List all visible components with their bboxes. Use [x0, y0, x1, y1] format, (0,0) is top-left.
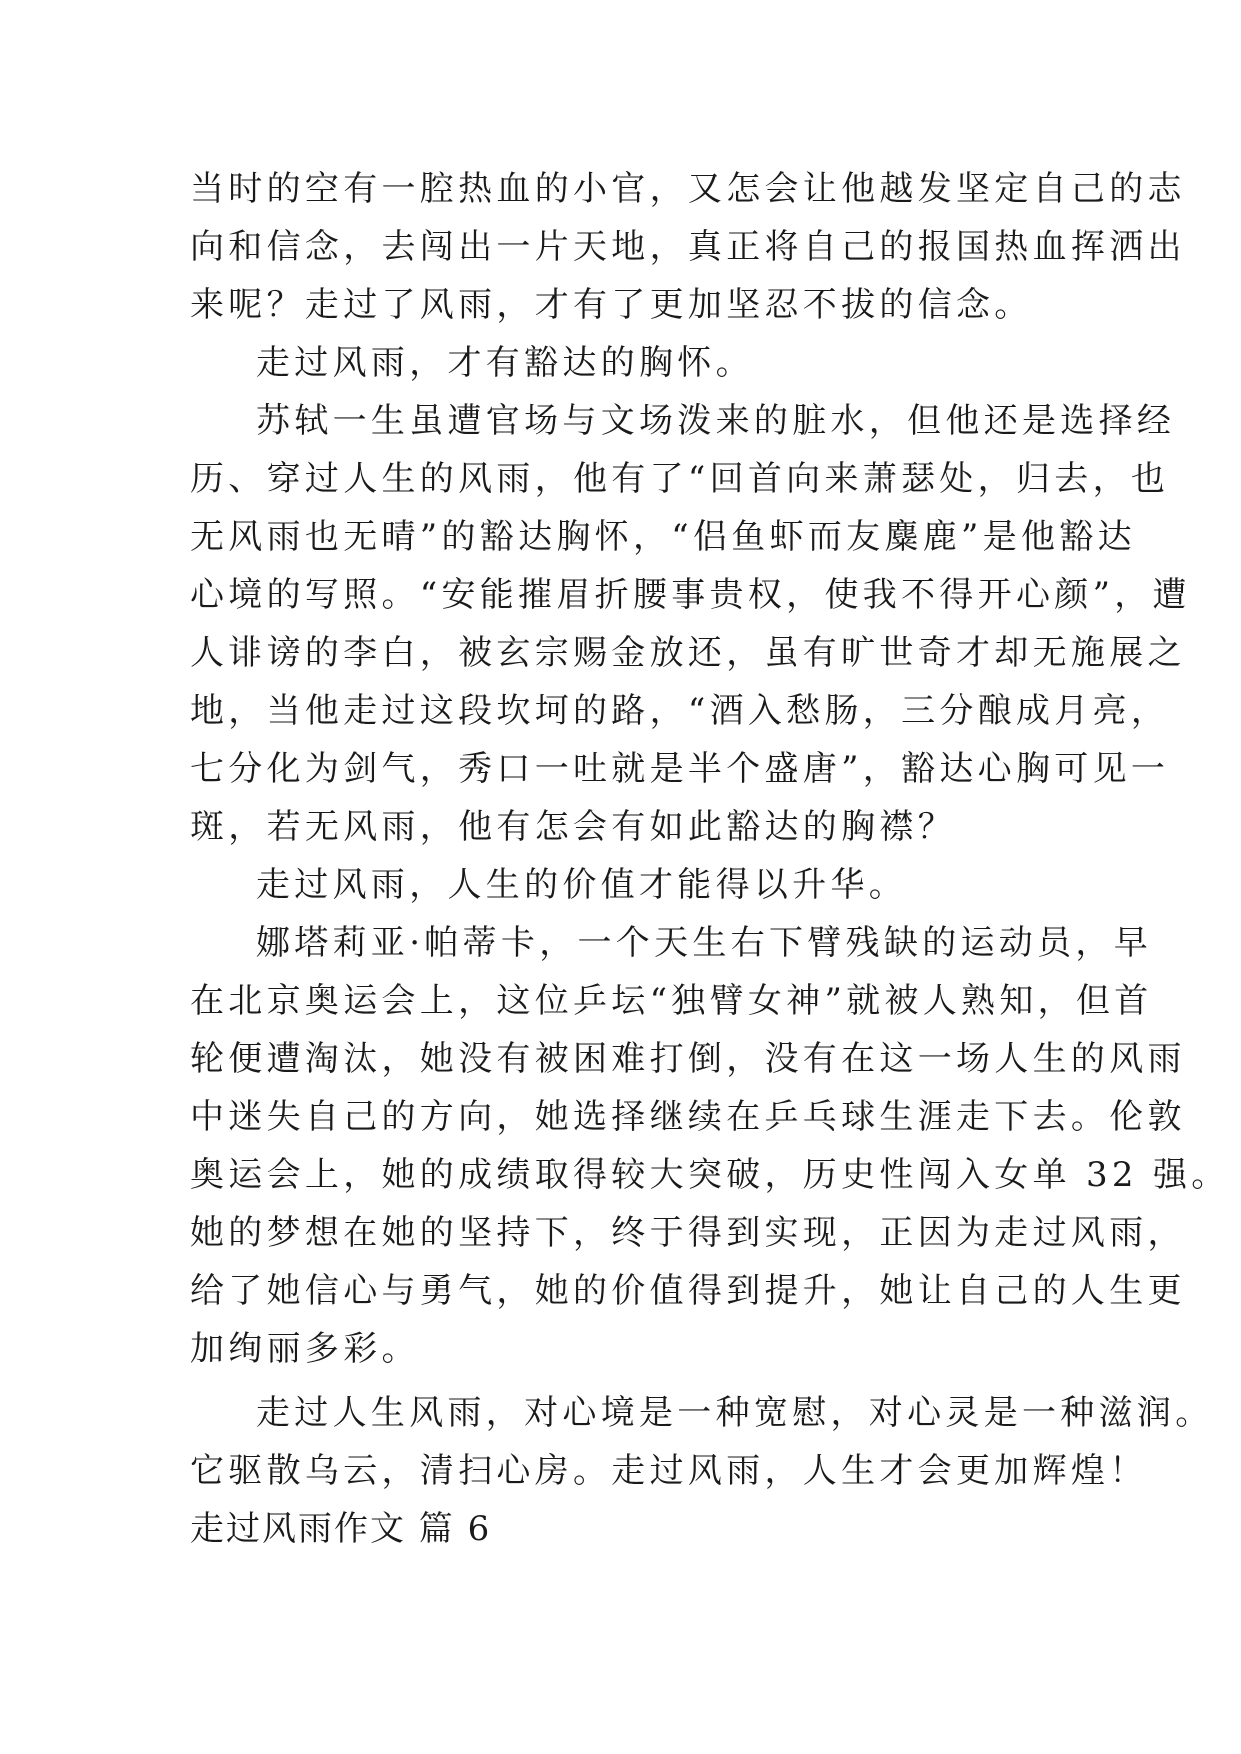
section-thesis-line: 走过风雨，人生的价值才能得以升华。 [256, 865, 908, 905]
paragraph-line: 无风雨也无晴”的豁达胸怀，“侣鱼虾而友麋鹿”是他豁达 [190, 517, 1136, 557]
paragraph-line: 当时的空有一腔热血的小官，又怎会让他越发坚定自己的志 [190, 169, 1186, 209]
paragraph-line: 它驱散乌云，清扫心房。走过风雨，人生才会更加辉煌！ [190, 1451, 1148, 1491]
paragraph-line: 奥运会上，她的成绩取得较大突破，历史性闯入女单 32 强。 [190, 1155, 1230, 1195]
paragraph-line: 心境的写照。“安能摧眉折腰事贵权，使我不得开心颜”，遭 [190, 575, 1191, 615]
paragraph-line: 在北京奥运会上，这位乒坛“独臂女神”就被人熟知，但首 [190, 981, 1153, 1021]
paragraph-line: 娜塔莉亚·帕蒂卡，一个天生右下臂残缺的运动员，早 [256, 923, 1153, 963]
paragraph-line: 七分化为剑气，秀口一吐就是半个盛唐”，豁达心胸可见一 [190, 749, 1170, 789]
paragraph-line: 她的梦想在她的坚持下，终于得到实现，正因为走过风雨， [190, 1213, 1186, 1253]
paragraph-line: 历、穿过人生的风雨，他有了“回首向来萧瑟处，归去，也 [190, 459, 1170, 499]
paragraph-line: 来呢？走过了风雨，才有了更加坚忍不拔的信念。 [190, 285, 1033, 325]
paragraph-line: 加绚丽多彩。 [190, 1329, 420, 1369]
document-page [190, 160, 1230, 1558]
paragraph-line: 苏轼一生虽遭官场与文场泼来的脏水，但他还是选择经 [256, 401, 1176, 441]
paragraph-line: 轮便遭淘汰，她没有被困难打倒，没有在这一场人生的风雨 [190, 1039, 1186, 1079]
paragraph-line: 向和信念，去闯出一片天地，真正将自己的报国热血挥洒出 [190, 227, 1186, 267]
essay-heading: 走过风雨作文 篇 6 [190, 1509, 492, 1549]
paragraph-line: 人诽谤的李白，被玄宗赐金放还，虽有旷世奇才却无施展之 [190, 633, 1186, 673]
section-thesis-line: 走过风雨，才有豁达的胸怀。 [256, 343, 754, 383]
paragraph-line: 给了她信心与勇气，她的价值得到提升，她让自己的人生更 [190, 1271, 1186, 1311]
paragraph-line: 走过人生风雨，对心境是一种宽慰，对心灵是一种滋润。 [256, 1393, 1214, 1433]
paragraph-line: 中迷失自己的方向，她选择继续在乒乓球生涯走下去。伦敦 [190, 1097, 1186, 1137]
paragraph-line: 斑，若无风雨，他有怎会有如此豁达的胸襟？ [190, 807, 956, 847]
paragraph-line: 地，当他走过这段坎坷的路，“酒入愁肠，三分酿成月亮， [190, 691, 1170, 731]
